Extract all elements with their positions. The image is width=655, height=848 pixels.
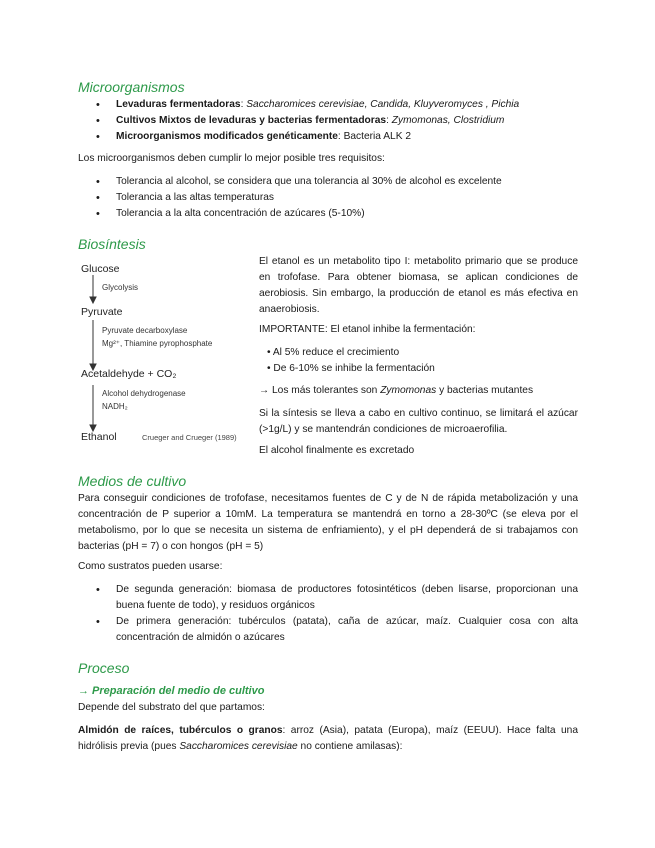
- ethanol-label: Ethanol: [81, 431, 117, 443]
- paragraph: Los microorganismos deben cumplir lo mejor posible tres requisitos:: [78, 153, 385, 164]
- list-item: • De 6-10% se inhibe la fermentación: [267, 363, 435, 374]
- paragraph: Como sustratos pueden usarse:: [78, 561, 223, 572]
- enzyme-label: Pyruvate decarboxylase: [102, 326, 188, 335]
- paragraph: IMPORTANTE: El etanol inhibe la fermentación:: [259, 324, 476, 335]
- acetaldehyde-label: Acetaldehyde + CO₂: [81, 368, 177, 380]
- list-item: • Al 5% reduce el crecimiento: [267, 347, 400, 358]
- list-item: • Tolerancia al alcohol, se considera que una tolerancia al 30% de alcohol es excelente: [116, 174, 578, 190]
- section-title-microorganismos: Microorganismos: [78, 79, 185, 95]
- subsection-title: → Preparación del medio de cultivo: [78, 685, 265, 697]
- glucose-label: Glucose: [81, 263, 120, 275]
- paragraph: El alcohol finalmente es excretado: [259, 445, 415, 456]
- list-item: • Levaduras fermentadoras: Saccharomices cerevisiae, Candida, Kluyveromyces , Pichia: [116, 97, 578, 113]
- section-title-medios: Medios de cultivo: [78, 473, 187, 489]
- list-item: • De segunda generación: biomasa de productores fotosintéticos (deben lisarse, proporcionan una buena fuente de todo), y residuos orgánicos: [116, 582, 578, 614]
- pyruvate-label: Pyruvate: [81, 306, 123, 318]
- glycolysis-label: Glycolysis: [102, 283, 139, 292]
- section-title-biosintesis: Biosíntesis: [78, 236, 146, 252]
- list-item: • De primera generación: tubérculos (patata), caña de azúcar, maíz. Cualquier cosa con alta concentración de almidón o azúcares: [116, 614, 578, 646]
- diagram-citation: Crueger and Crueger (1989): [142, 433, 237, 442]
- list-item: • Tolerancia a las altas temperaturas: [116, 190, 578, 206]
- paragraph: → Los más tolerantes son Zymomonas y bacterias mutantes: [259, 385, 534, 396]
- ethanol-pathway-diagram: [78, 258, 258, 448]
- section-title-proceso: Proceso: [78, 660, 130, 676]
- paragraph: Depende del substrato del que partamos:: [78, 702, 265, 713]
- list-item: • Tolerancia a la alta concentración de azúcares (5-10%): [116, 206, 578, 222]
- paragraph: Almidón de raíces, tubérculos o granos: arroz (Asia), patata (Europa), maíz (EEUU). Hace falta una hidrólisis previa (pues Saccharomices cerevisiae no contiene amilasas):: [78, 725, 578, 752]
- cofactor-label: NADH₂: [102, 402, 128, 411]
- list-item: • Microorganismos modificados genéticamente: Bacteria ALK 2: [116, 129, 578, 145]
- enzyme-label: Alcohol dehydrogenase: [102, 389, 186, 398]
- list-item: • Cultivos Mixtos de levaduras y bacterias fermentadoras: Zymomonas, Clostridium: [116, 113, 578, 129]
- cofactor-label: Mg²⁺, Thiamine pyrophosphate: [102, 339, 213, 348]
- paragraph: Si la síntesis se lleva a cabo en cultivo continuo, se limitará el azúcar (>1g/L) y se mantendrán condiciones de microaerofilia.: [259, 408, 578, 435]
- paragraph: Para conseguir condiciones de trofofase, necesitamos fuentes de C y de N de rápida metabolización y una concentración de P superior a 10mM. La temperatura se mantendrá en torno a 28-30ºC (se eleva por el metabolismo, por lo que se necesita un sistema de enfriamiento), y el pH dependerá de si trabajamos con bacterias (pH = 7) o con hongos (pH = 5): [78, 493, 578, 552]
- paragraph: El etanol es un metabolito tipo I: metabolito primario que se produce en trofofase. Para obtener biomasa, se aplican condiciones de aerobiosis. Sin embargo, la producción de etanol es más efectiva en anaerobiosis.: [259, 256, 578, 315]
